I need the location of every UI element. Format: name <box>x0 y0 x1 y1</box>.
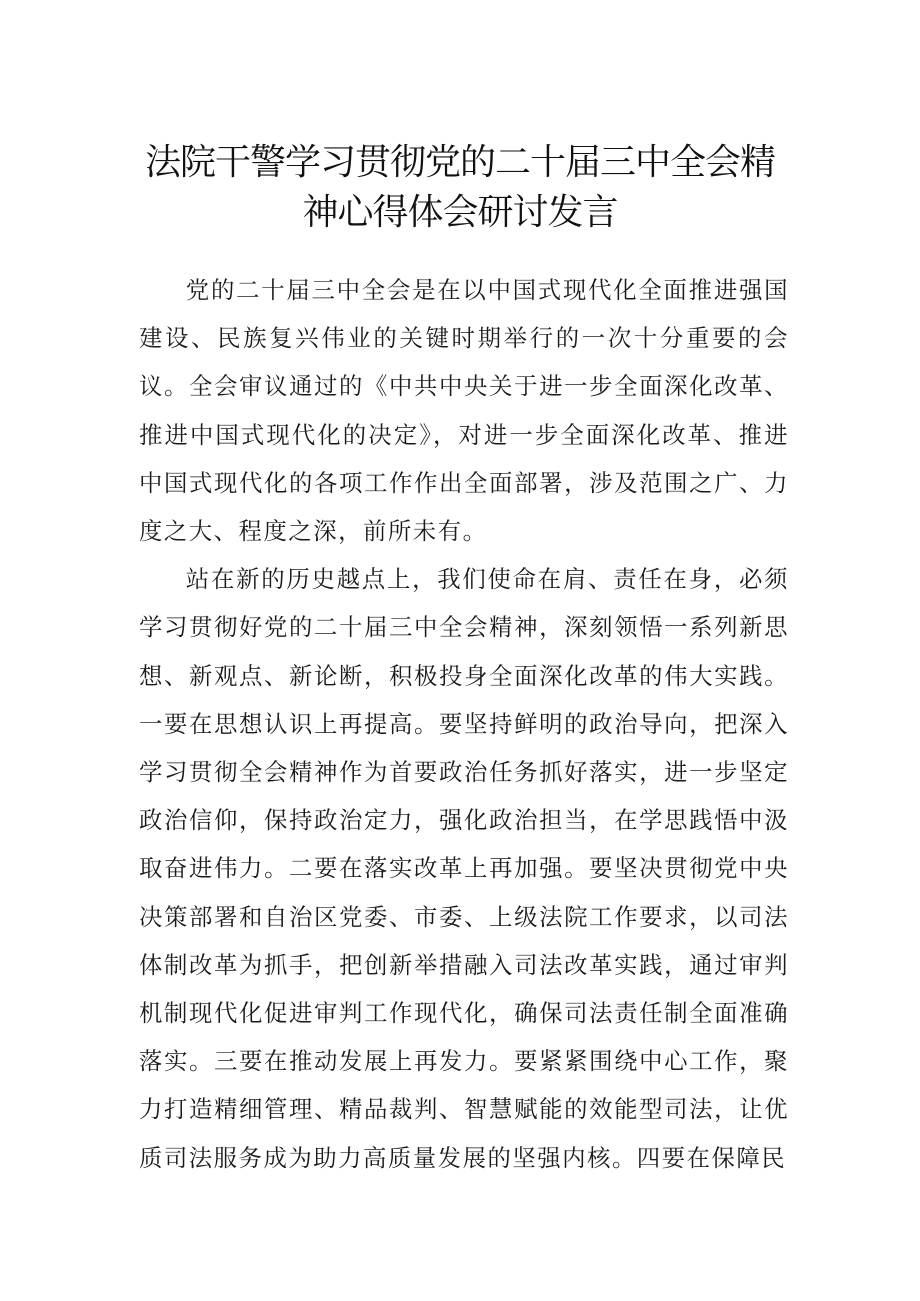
document-body <box>139 266 789 1182</box>
document-title <box>120 138 800 238</box>
paragraph-2: 站在新的历史越点上，我们使命在肩、责任在身，必须学习贯彻好党的二十届三中全会精神，深刻领悟一系列新思想、新观点、新论断，积极投身全面深化改革的伟大实践。一要在思想认识上再提高。要坚持鲜明的政治导向，把深入学习贯彻全会精神作为首要政治任务抓好落实，进一步坚定政治信仰，保持政治定力，强化政治担当，在学思践悟中汲取奋进伟力。二要在落实改革上再加强。要坚决贯彻党中央决策部署和自治区党委、市委、上级法院工作要求，以司法体制改革为抓手，把创新举措融入司法改革实践，通过审判机制现代化促进审判工作现代化，确保司法责任制全面准确落实。三要在推动发展上再发力。要紧紧围绕中心工作，聚力打造精细管理、精品裁判、智慧赋能的效能型司法，让优质司法服务成为助力高质量发展的坚强内核。四要在保障民 <box>139 565 789 1172</box>
paragraph-1: 党的二十届三中全会是在以中国式现代化全面推进强国建设、民族复兴伟业的关键时期举行的一次十分重要的会议。全会审议通过的《中共中央关于进一步全面深化改革、推进中国式现代化的决定》，对进一步全面深化改革、推进中国式现代化的各项工作作出全面部署，涉及范围之广、力度之大、程度之深，前所未有。 <box>139 276 789 546</box>
title-line-2: 神心得体会研讨发言 <box>302 192 618 233</box>
title-line-1: 法院干警学习贯彻党的二十届三中全会精 <box>144 142 775 183</box>
